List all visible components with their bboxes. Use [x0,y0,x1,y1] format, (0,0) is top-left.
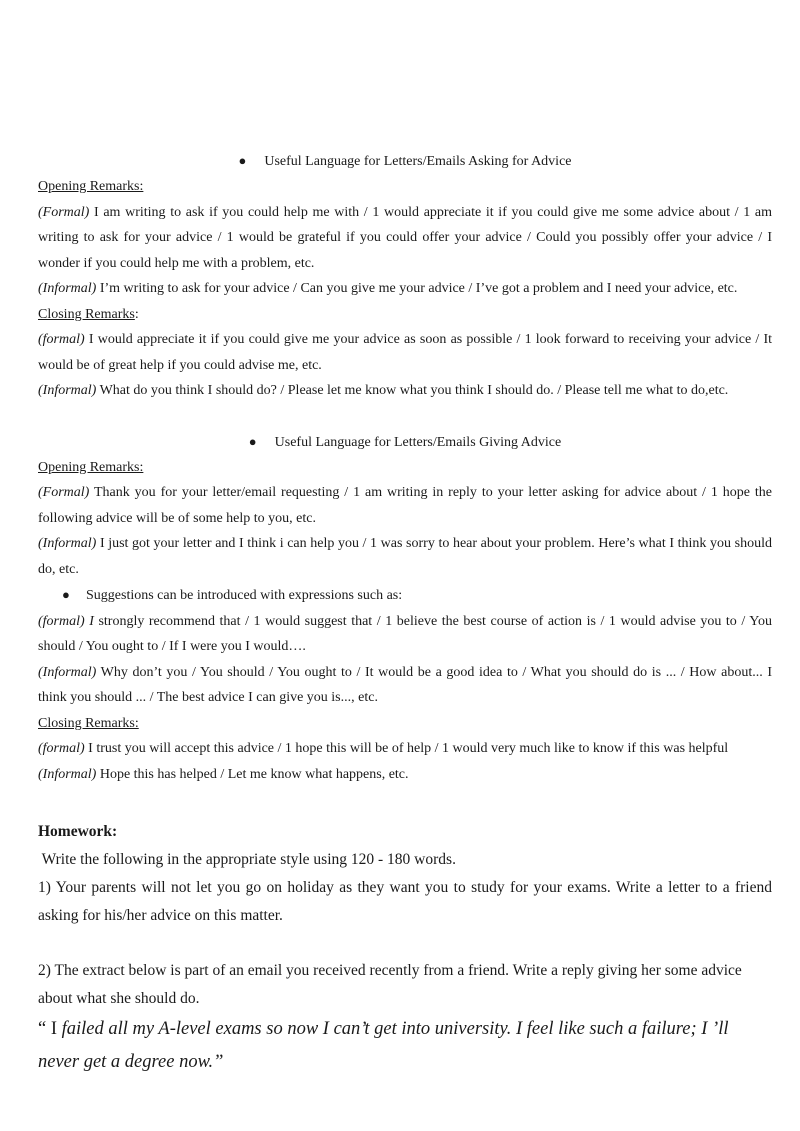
formal-closing-paragraph: (formal) I would appreciate it if you could give me your advice as soon as possible / 1 look forward to receiving your advice / It would be of great help if you could advise me, etc. [38,332,772,373]
informal-opening-paragraph: (Informal) I just got your letter and I think i can help you / 1 was sorry to hear about your problem. Here’s what I think you should do, etc. [38,536,772,577]
closing-remarks-heading: Closing Remarks: [38,715,139,731]
bullet-icon: ● [248,433,257,449]
informal-suggestion-paragraph: (Informal) Why don’t you / You should / You ought to / It would be a good idea to / What you should do is ... / How about... I think you should ... / The best advice I can give you is..., etc. [38,664,772,705]
formal-opening-paragraph: (Formal) I am writing to ask if you could help me with / 1 would appreciate it if you could give me some advice about / 1 am writing to ask for your advice / 1 would be grateful if you could offer your advice / Could you possibly offer your advice / I wonder if you could help me with a problem, etc. [38,204,772,271]
informal-opening-paragraph: (Informal) I’m writing to ask for your advice / Can you give me your advice / I’ve got a problem and I need your advice, etc. [38,281,738,296]
formal-closing-paragraph: (formal) I trust you will accept this advice / 1 hope this will be of help / 1 would very much like to know if this was helpful [38,741,729,756]
closing-remarks-heading: Closing Remarks: [38,306,139,322]
email-extract-quote: “ I failed all my A-level exams so now I can’t get into university. I feel like such a failure; I ’ll never get a degree now.” [38,1019,729,1072]
formal-opening-paragraph: (Formal) Thank you for your letter/email requesting / 1 am writing in reply to your letter asking for advice about / 1 hope the following advice will be of some help to you, etc. [38,485,772,526]
section-bullet-asking: ● Useful Language for Letters/Emails Asking for Advice [38,148,772,174]
homework-task-1: 1) Your parents will not let you go on holiday as they want you to study for your exams. Write a letter to a friend asking for his/her advice on this matter. [38,879,772,924]
suggestions-bullet: ● Suggestions can be introduced with expressions such as: [38,582,772,609]
section-bullet-giving: ● Useful Language for Letters/Emails Giving Advice [38,429,772,455]
opening-remarks-heading: Opening Remarks: [38,179,144,194]
opening-remarks-heading: Opening Remarks: [38,459,144,475]
informal-closing-paragraph: (Informal) Hope this has helped / Let me know what happens, etc. [38,766,409,782]
homework-title: Homework: [38,823,118,840]
bullet-icon: ● [238,153,247,168]
homework-task-2-continued: about what she should do. [38,990,200,1007]
informal-closing-paragraph: (Informal) What do you think I should do? / Please let me know what you think I should do. / Please tell me what to do,etc. [38,383,729,398]
document-page [38,148,772,1079]
bullet-icon: ● [62,587,70,602]
homework-task-2: 2) The extract below is part of an email you received recently from a friend. Write a reply giving her some advice [38,962,742,979]
formal-suggestion-paragraph: (formal) I strongly recommend that / 1 would suggest that / 1 believe the best course of action is / 1 would advise you to / You should / You ought to / If I were you I would…. [38,613,773,654]
homework-instruction: Write the following in the appropriate style using 120 - 180 words. [38,851,456,868]
